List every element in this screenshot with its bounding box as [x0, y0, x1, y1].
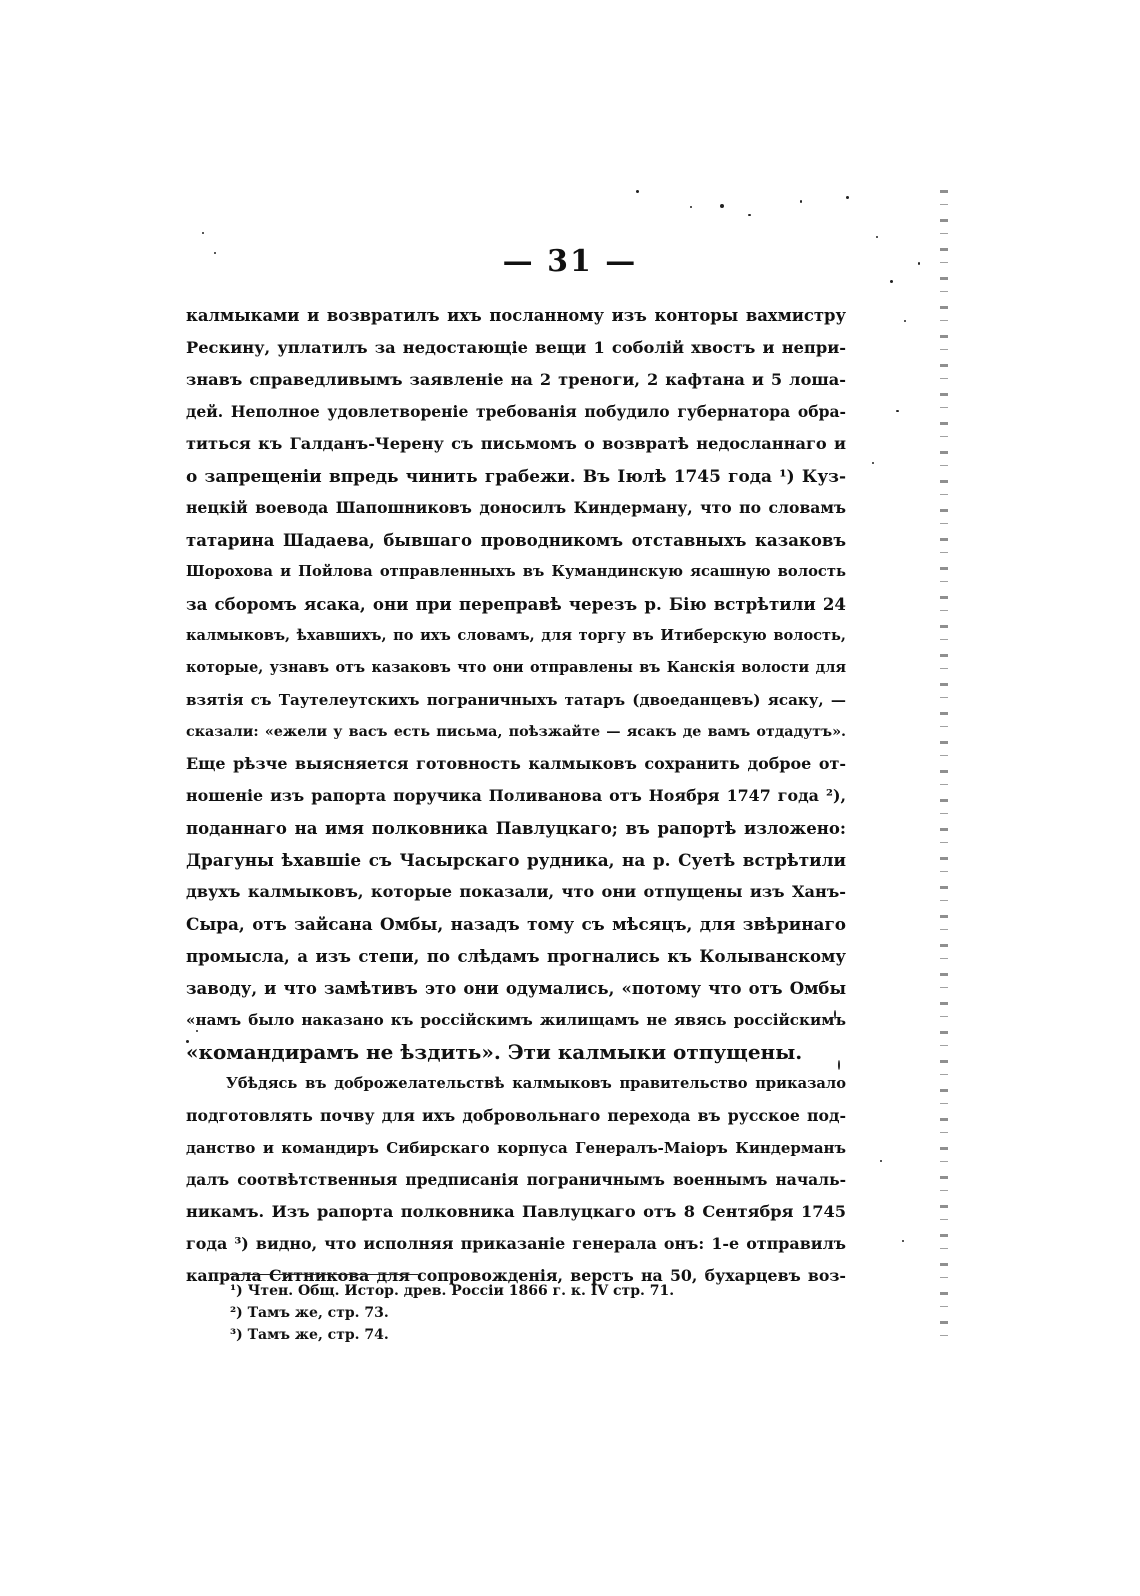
- text-line: о запрещеніи впредь чинить грабежи. Въ Іюлѣ 1745 года ¹) Куз-: [186, 466, 846, 486]
- text-line: которые, узнавъ отъ казаковъ что они отправлены въ Канскія волости для: [186, 659, 846, 676]
- text-line: калмыками и возвратилъ ихъ посланному изъ конторы вахмистру: [186, 306, 846, 325]
- text-line: подготовлять почву для ихъ добровольнаго перехода въ русское под-: [186, 1106, 846, 1125]
- text-line: взятія съ Таутелеутскихъ пограничныхъ татаръ (двоеданцевъ) ясаку, —: [186, 691, 846, 709]
- text-line: далъ соотвѣтственныя предписанія пограничнымъ военнымъ началь-: [186, 1170, 846, 1189]
- text-line: никамъ. Изъ рапорта полковника Павлуцкаго отъ 8 Сентября 1745: [186, 1202, 846, 1221]
- text-line: промысла, а изъ степи, по слѣдамъ прогнались къ Колыванскому: [186, 946, 846, 966]
- footnote: ¹) Чтен. Общ. Истор. древ. Россіи 1866 г. к. IV стр. 71.: [230, 1283, 675, 1299]
- body-text: [186, 300, 846, 1292]
- text-line: ношеніе изъ рапорта поручика Поливанова отъ Ноября 1747 года ²),: [186, 786, 846, 805]
- text-line: нецкій воевода Шапошниковъ доносилъ Киндерману, что по словамъ: [186, 498, 846, 517]
- text-line: сказали: «ежели у васъ есть письма, поѣзжайте — ясакъ де вамъ отдадутъ».: [186, 724, 846, 740]
- text-line: «командирамъ не ѣздить». Эти калмыки отпущены.: [186, 1040, 803, 1064]
- text-line: Еще рѣзче выясняется готовность калмыковъ сохранить доброе от-: [186, 754, 846, 773]
- text-line: года ³) видно, что исполняя приказаніе генерала онъ: 1-е отправилъ: [186, 1234, 846, 1253]
- text-line: Шорохова и Пойлова отправленныхъ въ Кумандинскую ясашную волость: [186, 563, 846, 580]
- text-line: Рескину, уплатилъ за недостающіе вещи 1 соболій хвостъ и непри-: [186, 338, 846, 357]
- text-line: за сборомъ ясака, они при переправѣ черезъ р. Бію встрѣтили 24: [186, 594, 846, 614]
- text-line: Драгуны ѣхавшіе съ Часырскаго рудника, на р. Суетѣ встрѣтили: [186, 850, 846, 870]
- text-line: калмыковъ, ѣхавшихъ, по ихъ словамъ, для торгу въ Итиберскую волость,: [186, 627, 846, 644]
- text-line: поданнаго на имя полковника Павлуцкаго; въ рапортѣ изложено:: [186, 818, 846, 838]
- text-line: татарина Шадаева, бывшаго проводникомъ отставныхъ казаковъ: [186, 530, 846, 550]
- text-line: дей. Неполное удовлетвореніе требованія побудило губернатора обра-: [186, 402, 846, 421]
- footnote: ³) Тамъ же, стр. 74.: [230, 1327, 389, 1343]
- text-line: титься къ Галданъ-Черену съ письмомъ о возвратѣ недосланнаго и: [186, 434, 846, 453]
- text-line: данство и командиръ Сибирскаго корпуса Генералъ-Маіоръ Киндерманъ: [186, 1139, 846, 1157]
- text-line: заводу, и что замѣтивъ это они одумались, «потому что отъ Омбы: [186, 978, 846, 998]
- text-line: знавъ справедливымъ заявленіе на 2 треноги, 2 кафтана и 5 лоша-: [186, 370, 846, 389]
- page-number: — 31 —: [502, 244, 638, 279]
- footnote: ²) Тамъ же, стр. 73.: [230, 1305, 389, 1321]
- text-line: двухъ калмыковъ, которые показали, что они отпущены изъ Ханъ-: [186, 882, 846, 901]
- footnotes: [230, 1280, 750, 1346]
- text-line: «намъ было наказано къ россійскимъ жилищамъ не явясь россійскимъ: [186, 1011, 846, 1029]
- paragraph-start-line: Убѣдясь въ доброжелательствѣ калмыковъ правительство приказало: [226, 1075, 846, 1092]
- text-line: Сыра, отъ зайсана Омбы, назадъ тому съ мѣсяцъ, для звѣринаго: [186, 914, 846, 934]
- scan-edge-noise: [940, 190, 948, 1340]
- footnote-divider: [230, 1274, 418, 1275]
- text-line: капрала Ситникова для сопровожденія, верстъ на 50, бухарцевъ воз-: [186, 1266, 846, 1285]
